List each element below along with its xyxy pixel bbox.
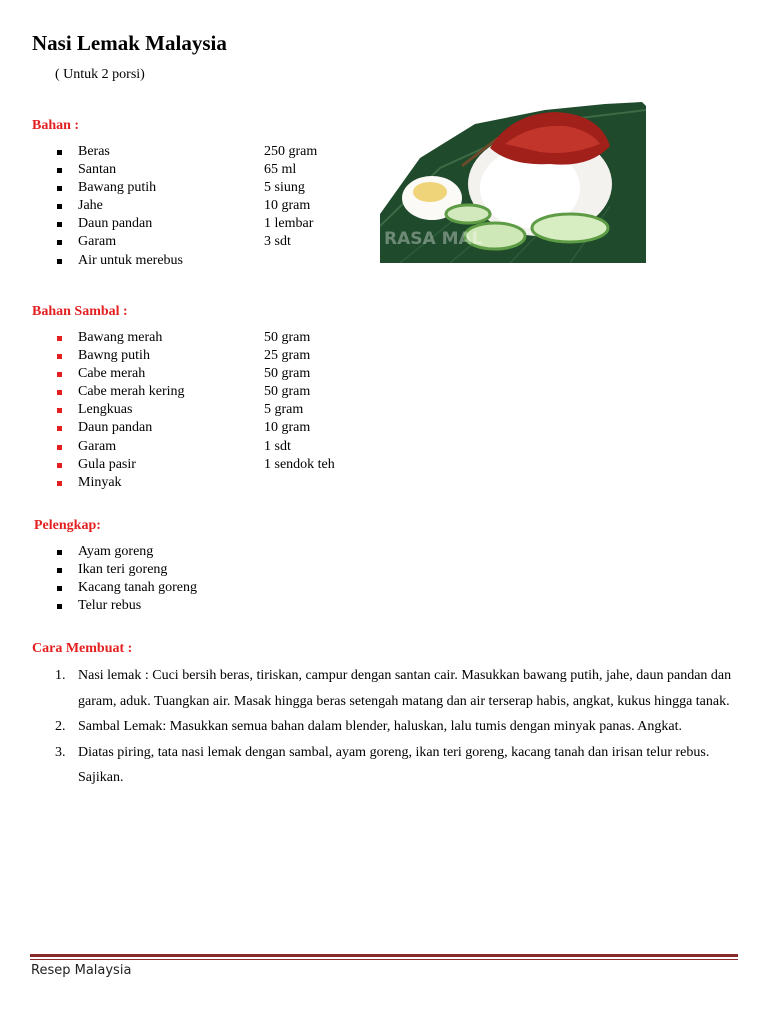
bullet-icon [57, 259, 62, 264]
bullet-icon [57, 463, 62, 468]
bullet-icon [57, 354, 62, 359]
footer-rule [30, 954, 738, 957]
list-item: Garam 3 sdt [0, 233, 380, 251]
step-item: 1. Nasi lemak : Cuci bersih beras, tiriskan, campur dengan santan cair. Masukkan bawang putih, jahe, daun pandan dan garam, aduk. Tuangkan air. Masak hingga beras setengah matang dan air terserap habis, angkat, kukus hingga tanak. [55, 668, 732, 709]
portion-note: ( Untuk 2 porsi) [55, 67, 145, 82]
page-title: Nasi Lemak Malaysia [32, 31, 227, 55]
list-item: Kacang tanah goreng [0, 579, 380, 597]
bullet-icon [57, 408, 62, 413]
footer-rule-thin [30, 959, 738, 960]
pelengkap-heading: Pelengkap: [34, 518, 101, 533]
bullet-icon [57, 222, 62, 227]
nasi-lemak-photo [380, 96, 646, 263]
list-item: Air untuk merebus [0, 252, 380, 270]
list-item: Daun pandan 1 lembar [0, 215, 380, 233]
list-item: Lengkuas 5 gram [0, 401, 380, 419]
nasi-lemak-illustration [380, 96, 646, 263]
step-item: 2. Sambal Lemak: Masukkan semua bahan dalam blender, haluskan, lalu tumis dengan minyak panas. Angkat. [55, 719, 683, 734]
list-item: Ayam goreng [0, 543, 380, 561]
list-item: Bawng putih 25 gram [0, 347, 380, 365]
photo-watermark: RASA MAL [384, 229, 483, 249]
list-item: Santan 65 ml [0, 161, 380, 179]
list-item: Cabe merah kering 50 gram [0, 383, 380, 401]
pelengkap-list [0, 543, 380, 615]
list-item: Daun pandan 10 gram [0, 419, 380, 437]
list-item: Cabe merah 50 gram [0, 365, 380, 383]
steps-list [0, 663, 768, 791]
list-item: Garam 1 sdt [0, 438, 380, 456]
list-item: Bawang merah 50 gram [0, 329, 380, 347]
bullet-icon [57, 186, 62, 191]
list-item: Minyak [0, 474, 380, 492]
bullet-icon [57, 204, 62, 209]
bullet-icon [57, 586, 62, 591]
list-item: Telur rebus [0, 597, 380, 615]
list-item: Ikan teri goreng [0, 561, 380, 579]
bahan-list [0, 143, 380, 270]
bullet-icon [57, 372, 62, 377]
list-item: Bawang putih 5 siung [0, 179, 380, 197]
bullet-icon [57, 481, 62, 486]
bullet-icon [57, 240, 62, 245]
bullet-icon [57, 568, 62, 573]
bullet-icon [57, 168, 62, 173]
bullet-icon [57, 550, 62, 555]
bullet-icon [57, 390, 62, 395]
bullet-icon [57, 604, 62, 609]
cara-heading: Cara Membuat : [32, 641, 133, 656]
footer-label: Resep Malaysia [31, 963, 132, 978]
sambal-heading: Bahan Sambal : [32, 304, 128, 319]
list-item: Beras 250 gram [0, 143, 380, 161]
bullet-icon [57, 336, 62, 341]
step-item: 3. Diatas piring, tata nasi lemak dengan sambal, ayam goreng, ikan teri goreng, kacang tanah dan irisan telur rebus. Sajikan. [55, 744, 710, 785]
bullet-icon [57, 445, 62, 450]
sambal-list [0, 329, 380, 492]
bullet-icon [57, 426, 62, 431]
list-item: Gula pasir 1 sendok teh [0, 456, 380, 474]
bahan-heading: Bahan : [32, 118, 80, 133]
list-item: Jahe 10 gram [0, 197, 380, 215]
bullet-icon [57, 150, 62, 155]
